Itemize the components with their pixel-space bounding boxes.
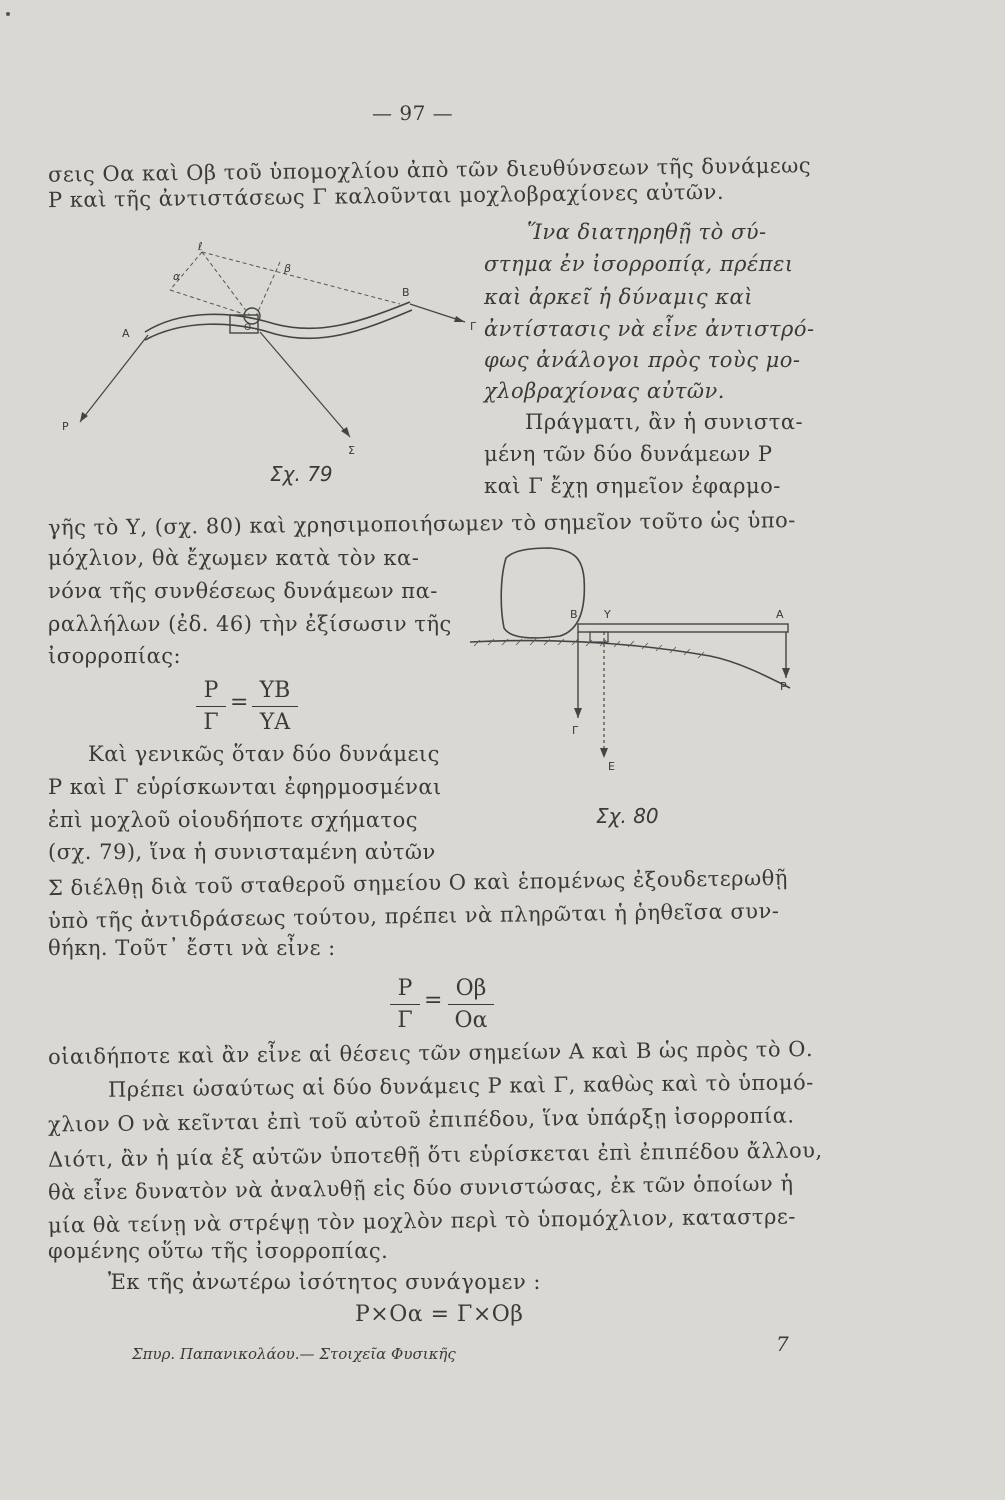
text-line: γῆς τὸ Υ, (σχ. 80) καὶ χρησιμοποιήσωμεν τὸ σημεῖον τοῦτο ὡς ὑπο- bbox=[47, 508, 796, 540]
text-line: χλοβραχίονας αὐτῶν. bbox=[484, 379, 725, 403]
text-line: νόνα τῆς συνθέσεως δυνάμεων πα- bbox=[48, 579, 438, 603]
text-line: Πράγματι, ἂν ἡ συνιστα- bbox=[525, 410, 804, 434]
formula-1-right: ΥΒ ΥΑ bbox=[252, 678, 298, 735]
text-line: ὑπὸ τῆς ἀντιδράσεως τούτου, πρέπει νὰ πληρῶται ἡ ῥηθεῖσα συν- bbox=[47, 898, 780, 934]
formula-2-right: Οβ Οα bbox=[448, 976, 494, 1033]
text-line: Πρέπει ὡσαύτως αἱ δύο δυνάμεις Ρ καὶ Γ, καθὼς καὶ τὸ ὑπομό- bbox=[107, 1070, 814, 1102]
text-line: σεις Οα καὶ Οβ τοῦ ὑπομοχλίου ἀπὸ τῶν διευθύνσεων τῆς δυνάμεως bbox=[47, 153, 812, 187]
text-line: Διότι, ἂν ἡ μία ἐξ αὐτῶν ὑποτεθῇ ὅτι εὑρίσκεται ἐπὶ ἐπιπέδου ἄλλου, bbox=[47, 1138, 823, 1172]
fig80-caption: Σχ. 80 bbox=[596, 804, 659, 828]
text-line: Ρ καὶ τῆς ἀντιστάσεως Γ καλοῦνται μοχλοβραχίονες αὐτῶν. bbox=[47, 179, 725, 213]
text-line: οἱαιδήποτε καὶ ἂν εἶνε αἱ θέσεις τῶν σημείων Α καὶ Β ὡς πρὸς τὸ Ο. bbox=[47, 1036, 814, 1070]
text-line: ἐπὶ μοχλοῦ οἱουδήποτε σχήματος bbox=[48, 808, 419, 832]
fig80-label-p: P bbox=[780, 680, 787, 693]
fig79-label-beta: β bbox=[284, 262, 292, 275]
fig79-label-sigma: Σ bbox=[348, 444, 355, 457]
text-line: φομένης οὕτω τῆς ἰσορροπίας. bbox=[48, 1239, 389, 1263]
fig80-label-b: B bbox=[570, 608, 578, 621]
text-line: (σχ. 79), ἵνα ἡ συνισταμένη αὐτῶν bbox=[48, 840, 436, 864]
text-line: Ἐκ τῆς ἀνωτέρω ἰσότητος συνάγομεν : bbox=[108, 1270, 541, 1294]
text-line: Σ διέλθῃ διὰ τοῦ σταθεροῦ σημείου Ο καὶ ἑπομένως ἐξουδετερωθῇ bbox=[47, 865, 789, 901]
text-line: ραλλήλων (ἐδ. 46) τὴν ἐξίσωσιν τῆς bbox=[48, 612, 452, 636]
fig79-caption: Σχ. 79 bbox=[270, 462, 333, 486]
page-number: — 97 — bbox=[372, 101, 454, 125]
fig80-label-gamma: Γ bbox=[572, 724, 579, 737]
text-line: ἰσορροπίας: bbox=[48, 644, 182, 668]
text-line: Ἵνα διατηρηθῇ τὸ σύ- bbox=[527, 220, 767, 244]
fig80-label-a: A bbox=[776, 608, 784, 621]
text-line: μία θὰ τείνῃ νὰ στρέψῃ τὸν μοχλὸν περὶ τὸ ὑπομόχλιον, καταστρε- bbox=[47, 1204, 797, 1238]
fig79-label-gamma: Γ bbox=[470, 320, 477, 333]
fig80-label-e: E bbox=[608, 760, 615, 773]
fig79-label-b: B bbox=[402, 286, 410, 299]
text-line: Καὶ γενικῶς ὅταν δύο δυνάμεις bbox=[88, 742, 440, 766]
text-line: φως ἀνάλογοι πρὸς τοὺς μο- bbox=[484, 348, 801, 372]
text-line: χλιον Ο νὰ κεῖνται ἐπὶ τοῦ αὐτοῦ ἐπιπέδου, ἵνα ὑπάρξῃ ἰσορροπία. bbox=[47, 1103, 795, 1137]
formula-1-left: Ρ Γ bbox=[196, 678, 226, 735]
text-line: μένη τῶν δύο δυνάμεων Ρ bbox=[484, 442, 773, 466]
text-line: μόχλιον, θὰ ἔχωμεν κατὰ τὸν κα- bbox=[48, 546, 420, 570]
text-line: στημα ἐν ἰσορροπίᾳ, πρέπει bbox=[484, 252, 794, 276]
fig79-label-a: A bbox=[122, 327, 130, 340]
footer-author: Σπυρ. Παπανικολάου.— Στοιχεῖα Φυσικῆς bbox=[132, 1345, 456, 1363]
text-line: καὶ ἀρκεῖ ἡ δύναμις καὶ bbox=[484, 285, 753, 309]
text-line: θήκη. Τοῦτ᾽ ἔστι νὰ εἶνε : bbox=[48, 936, 336, 960]
formula-1-equals: = bbox=[230, 690, 249, 715]
text-line: Ρ καὶ Γ εὑρίσκωνται ἐφηρμοσμέναι bbox=[48, 775, 442, 799]
fig80-label-y: Y bbox=[604, 608, 611, 621]
fig79-label-alpha: α bbox=[173, 270, 181, 283]
text-line: θὰ εἶνε δυνατὸν νὰ ἀναλυθῇ εἰς δύο συνιστώσας, ἐκ τῶν ὁποίων ἡ bbox=[47, 1171, 794, 1205]
fig79-label-o: O bbox=[244, 323, 252, 333]
fig79-label-p: P bbox=[62, 420, 69, 433]
footer-signature: 7 bbox=[776, 1332, 790, 1356]
ink-speck bbox=[6, 12, 10, 16]
formula-2-left: Ρ Γ bbox=[390, 976, 420, 1033]
formula-2-equals: = bbox=[424, 988, 443, 1013]
text-line: ἀντίστασις νὰ εἶνε ἀντιστρό- bbox=[484, 317, 815, 341]
formula-3: Ρ×Οα = Γ×Οβ bbox=[355, 1302, 524, 1327]
text-line: καὶ Γ ἔχῃ σημεῖον ἐφαρμο- bbox=[484, 474, 781, 498]
figure-80 bbox=[470, 538, 800, 778]
fig79-label-top: ℓ bbox=[198, 240, 203, 253]
